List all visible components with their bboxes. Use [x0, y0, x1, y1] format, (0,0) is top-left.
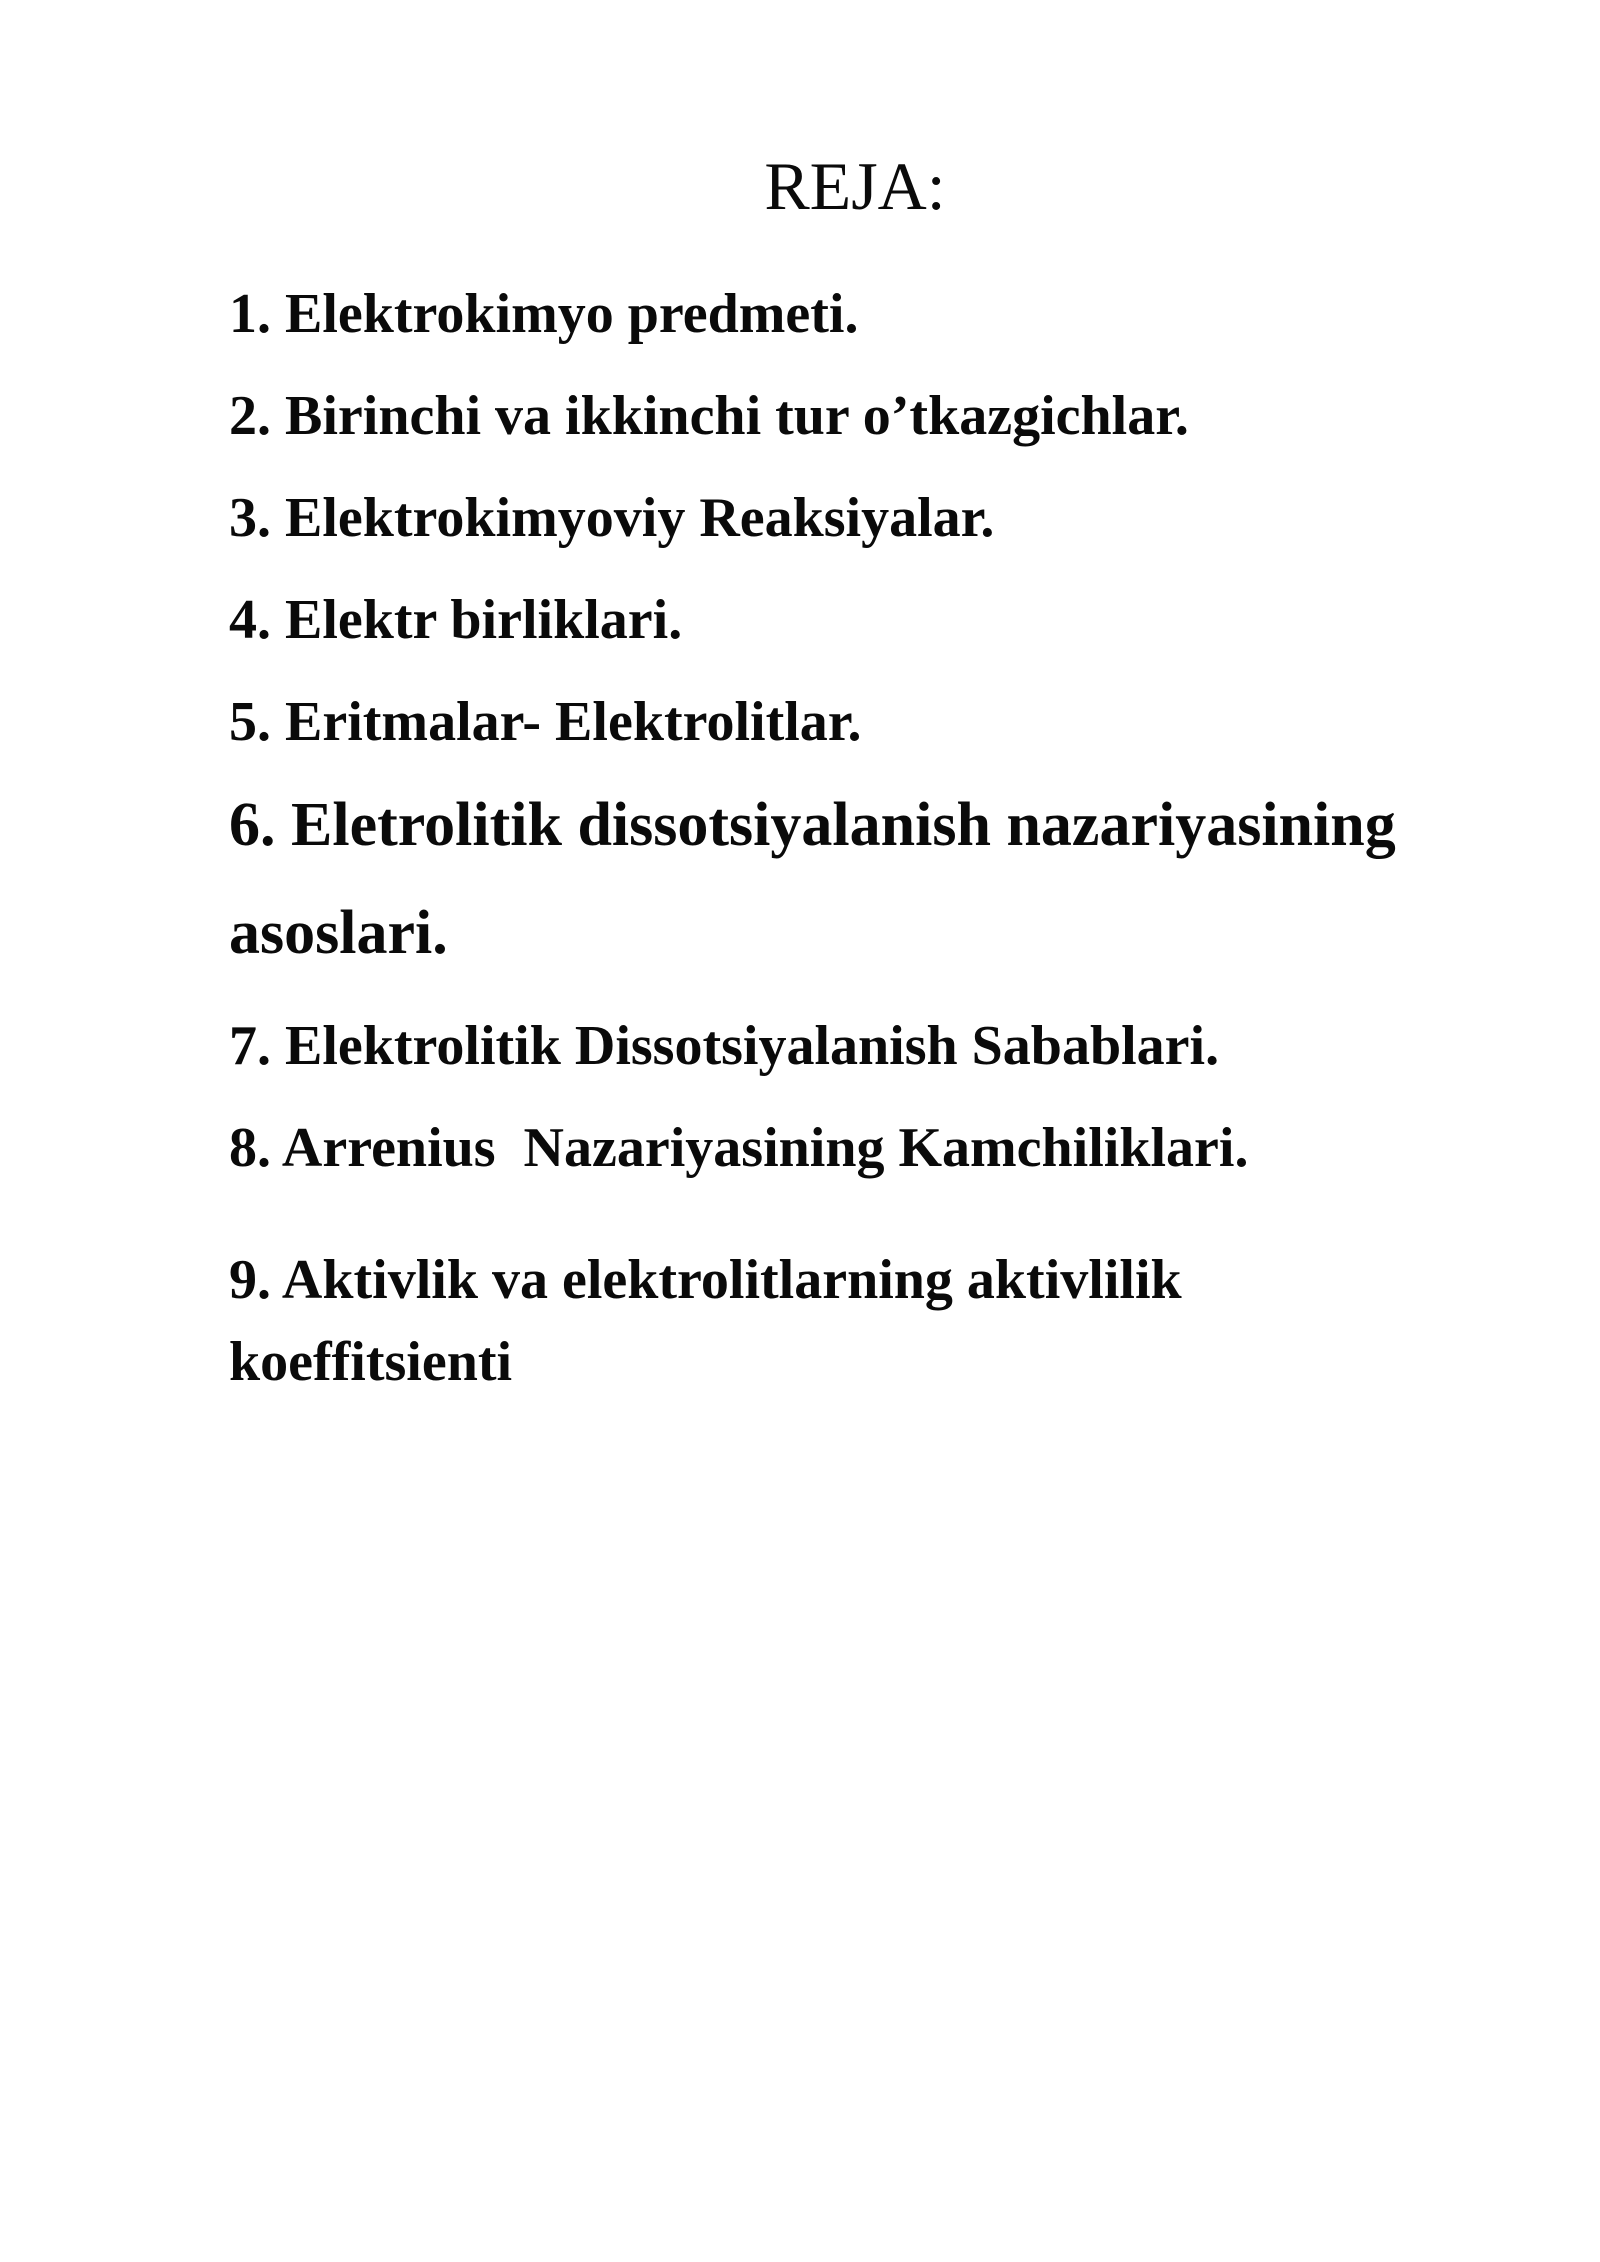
item-number: 9. [229, 1249, 271, 1311]
item-text: Arrenius Nazariyasining Kamchiliklari. [281, 1117, 1249, 1179]
item-text: Elektrokimyoviy Reaksiyalar. [285, 487, 995, 549]
plan-item-6 [229, 791, 1396, 967]
plan-item-8 [229, 1117, 1249, 1179]
page-title: REJA: [764, 148, 946, 224]
item-number: 3. [229, 487, 271, 549]
item-number: 5. [229, 691, 271, 753]
item-line-1 [229, 1249, 1182, 1311]
item-text: Elektr birliklari. [285, 589, 683, 651]
plan-item-4 [229, 589, 683, 651]
item-number: 4. [229, 589, 271, 651]
item-text: Birinchi va ikkinchi tur o’tkazgichlar. [285, 385, 1189, 447]
item-line-1 [229, 791, 1396, 859]
plan-item-3 [229, 487, 995, 549]
item-number: 2. [229, 385, 271, 447]
item-text: Elektrokimyo predmeti. [285, 283, 859, 345]
plan-item-7 [229, 1015, 1220, 1077]
item-text: Elektrolitik Dissotsiyalanish Sabablari. [285, 1015, 1220, 1077]
plan-item-2 [229, 385, 1189, 447]
plan-item-9 [229, 1249, 1182, 1393]
item-text: Eritmalar- Elektrolitlar. [285, 691, 862, 753]
item-line-2: asoslari. [229, 899, 448, 967]
item-line-2: koeffitsienti [229, 1331, 513, 1393]
item-text: Aktivlik va elektrolitlarning aktivlilik [281, 1249, 1182, 1311]
item-number: 1. [229, 283, 271, 345]
plan-item-1 [229, 283, 859, 345]
item-number: 8. [229, 1117, 271, 1179]
plan-item-5 [229, 691, 862, 753]
item-text: Eletrolitik dissotsiyalanish nazariyasining [291, 791, 1396, 859]
item-number: 7. [229, 1015, 271, 1077]
item-number: 6. [229, 791, 276, 859]
